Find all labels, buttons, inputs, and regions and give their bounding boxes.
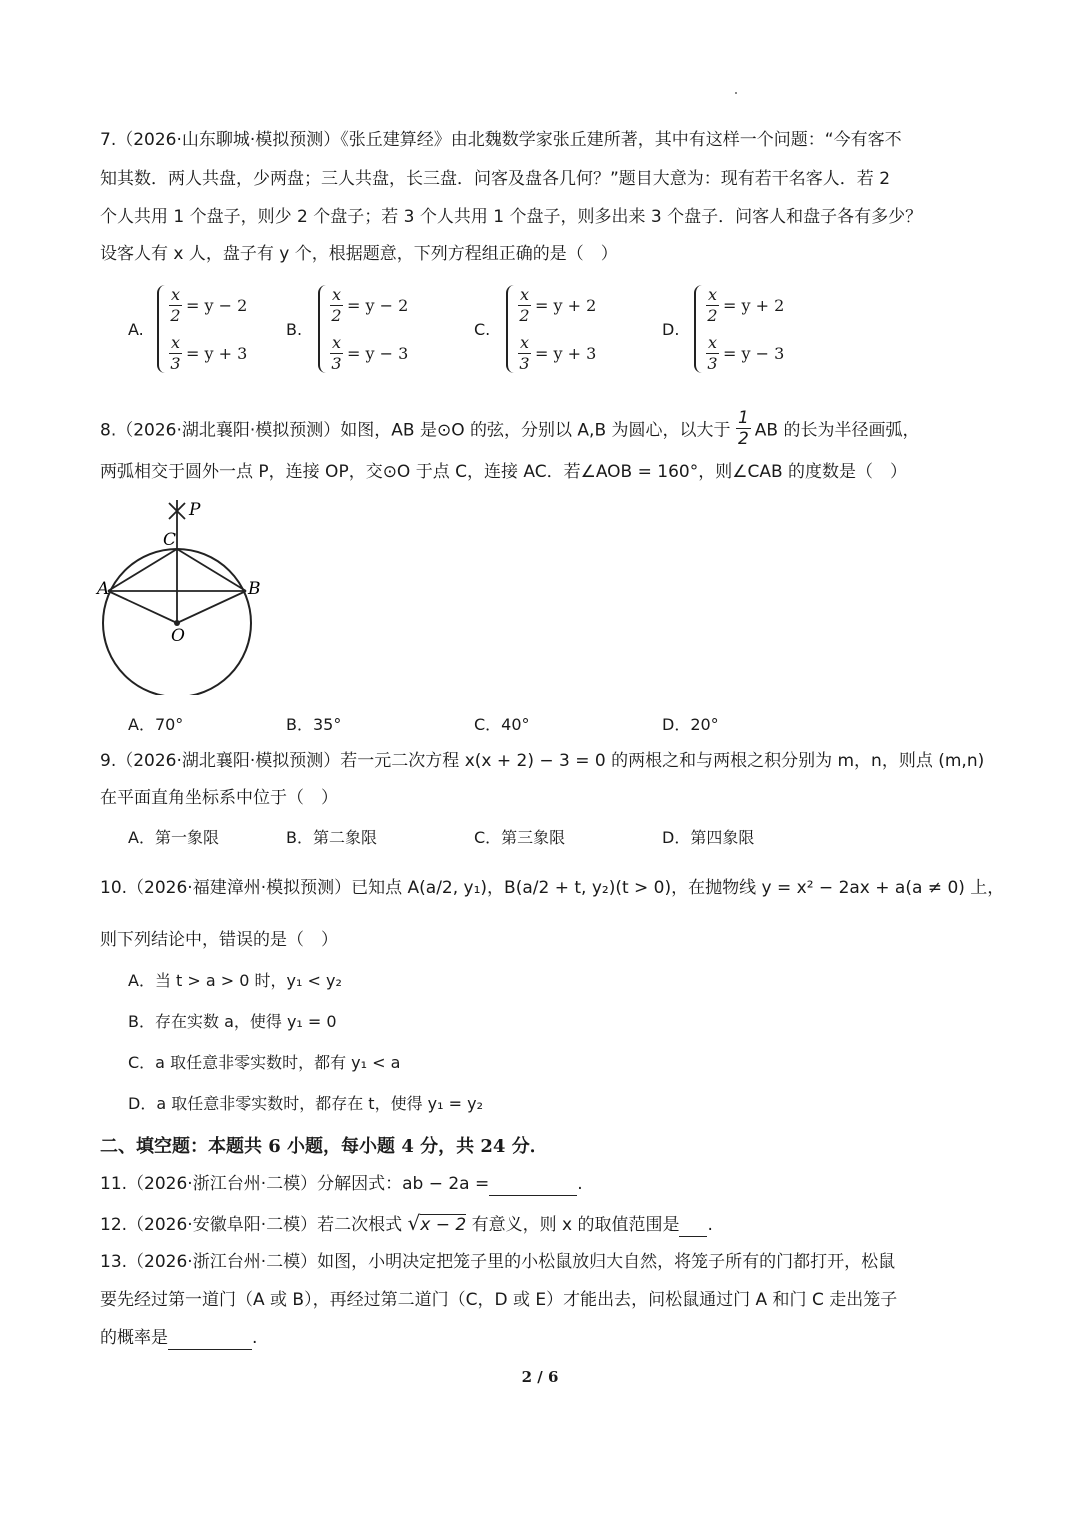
q8-option-b: B．35° — [286, 715, 342, 734]
q10-option-d: D．a 取任意非零实数时，都存在 t，使得 y₁ = y₂ — [128, 1094, 484, 1113]
q9-line1: 9.（2026·湖北襄阳·模拟预测）若一元二次方程 x(x + 2) − 3 = 0 的两根之和与两根之积分别为 m，n，则点 (m,n) — [100, 751, 985, 771]
q13-answer-blank[interactable] — [168, 1349, 252, 1350]
q9-option-c: C．第三象限 — [474, 828, 566, 847]
label-p: P — [189, 500, 201, 520]
q11-line: 11.（2026·浙江台州·二模）分解因式：ab − 2a = . — [100, 1174, 583, 1194]
q8-option-c: C．40° — [474, 715, 530, 734]
q7-option-b-system: $\frac{x}{2}$ = y − 2 $\frac{x}{3}$ = y − 3 — [318, 285, 438, 375]
q10-option-b: B．存在实数 a，使得 y₁ = 0 — [128, 1012, 337, 1031]
q12-line: 12.（2026·安徽阜阳·二模）若二次根式 √x − 2 有意义，则 x 的取值范围是 . — [100, 1211, 713, 1235]
q13-line3: 的概率是 . — [100, 1328, 258, 1348]
scan-speck — [735, 92, 737, 94]
q7-line2: 知其数．两人共盘，少两盘；三人共盘，长三盘．问客及盘各几何？”题目大意为：现有若干名客人．若 2 — [100, 169, 891, 189]
q8-option-a: A．70° — [128, 715, 184, 734]
segment-ob — [177, 591, 246, 623]
q7-line4: 设客人有 x 人，盘子有 y 个，根据题意，下列方程组正确的是（ ） — [100, 244, 618, 264]
label-b: B — [248, 579, 261, 599]
q9-option-d: D．第四象限 — [662, 828, 755, 847]
q7-option-c-label: C. — [474, 320, 491, 339]
segment-ac — [108, 549, 177, 591]
q8-option-d: D．20° — [662, 715, 719, 734]
q7-line3: 个人共用 1 个盘子，则少 2 个盘子；若 3 个人共用 1 个盘子，则多出来 3 个盘子．问客人和盘子各有多少？ — [100, 207, 923, 227]
q9-option-b: B．第二象限 — [286, 828, 377, 847]
q7-line1: 7.（2026·山东聊城·模拟预测）《张丘建算经》由北魏数学家张丘建所著，其中有这样一个问题：“今有客不 — [100, 130, 902, 150]
q13-line1: 13.（2026·浙江台州·二模）如图，小明决定把笼子里的小松鼠放归大自然，将笼子所有的门都打开，松鼠 — [100, 1252, 896, 1272]
label-a: A — [97, 579, 110, 599]
segment-ao — [108, 591, 177, 623]
q8-line1: 8.（2026·湖北襄阳·模拟预测）如图，AB 是⊙O 的弦，分别以 A,B 为圆心，以大于 $\frac{1}{2}$ AB 的长为半径画弧， — [100, 408, 920, 449]
section-2-heading: 二、填空题：本题共 6 小题，每小题 4 分，共 24 分． — [100, 1136, 548, 1157]
q8-circle-figure — [95, 495, 265, 695]
q12-answer-blank[interactable] — [679, 1236, 707, 1237]
page-number: 2 / 6 — [521, 1368, 559, 1386]
q10-line1: 10.（2026·福建漳州·模拟预测）已知点 A(a/2, y₁)，B(a/2 + t, y₂)(t > 0)，在抛物线 y = x² − 2ax + a(a ≠ 0) 上， — [100, 878, 1005, 898]
q9-option-a: A．第一象限 — [128, 828, 219, 847]
q7-option-a-system: $\frac{x}{2}$ = y − 2 $\frac{x}{3}$ = y + 3 — [157, 285, 277, 375]
q7-option-d-system: $\frac{x}{2}$ = y + 2 $\frac{x}{3}$ = y − 3 — [694, 285, 814, 375]
q9-line2: 在平面直角坐标系中位于（ ） — [100, 788, 338, 808]
q13-line2: 要先经过第一道门（A 或 B），再经过第二道门（C，D 或 E）才能出去，问松鼠通过门 A 和门 C 走出笼子 — [100, 1290, 898, 1310]
q10-option-a: A．当 t > a > 0 时，y₁ < y₂ — [128, 971, 342, 990]
segment-cb — [177, 549, 246, 591]
q11-answer-blank[interactable] — [489, 1195, 577, 1196]
q10-option-c: C．a 取任意非零实数时，都有 y₁ < a — [128, 1053, 401, 1072]
q7-option-a-label: A. — [128, 320, 144, 339]
label-o: O — [171, 626, 185, 646]
q7-option-c-system: $\frac{x}{2}$ = y + 2 $\frac{x}{3}$ = y + 3 — [506, 285, 626, 375]
label-c: C — [163, 530, 177, 550]
q7-option-b-label: B. — [286, 320, 303, 339]
q8-line2: 两弧相交于圆外一点 P，连接 OP，交⊙O 于点 C，连接 AC．若∠AOB = 160°，则∠CAB 的度数是（ ） — [100, 462, 908, 482]
q10-line2: 则下列结论中，错误的是（ ） — [100, 930, 338, 950]
q7-option-d-label: D. — [662, 320, 680, 339]
